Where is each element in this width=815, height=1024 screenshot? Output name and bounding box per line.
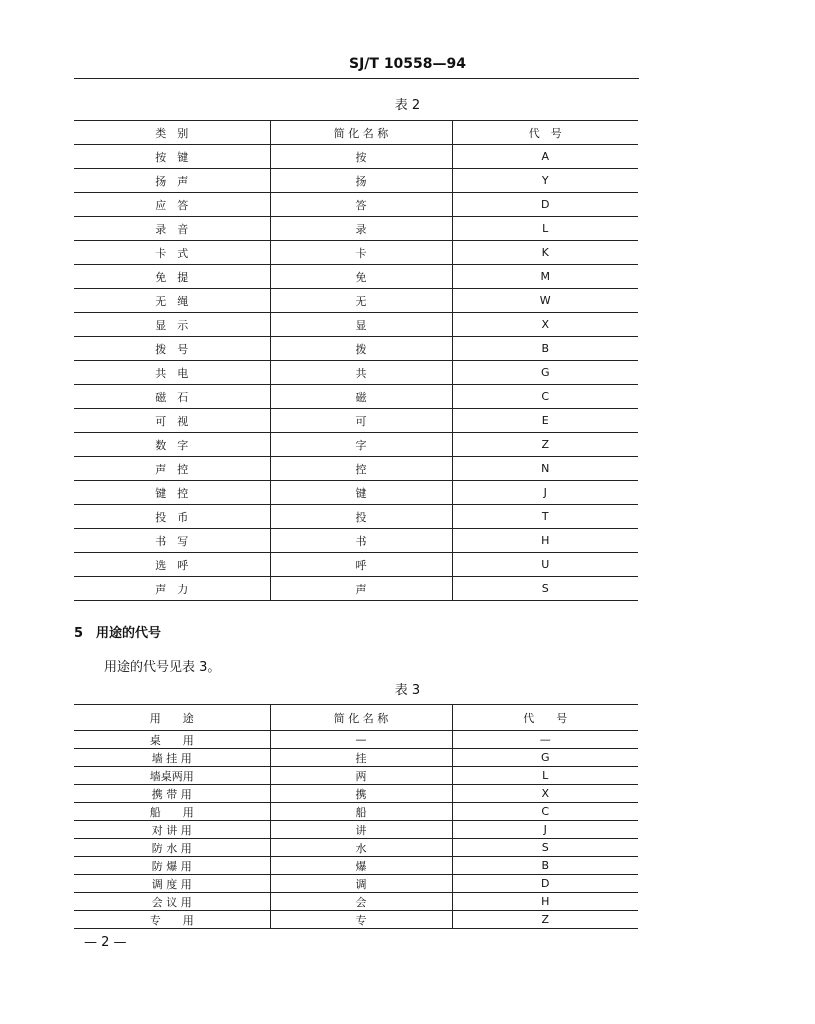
table-cell: 投 [270, 505, 452, 529]
table-cell: 应 答 [74, 193, 270, 217]
table-row [74, 749, 638, 767]
table-row [74, 385, 638, 409]
table-cell: 录 [270, 217, 452, 241]
table-row [74, 457, 638, 481]
table-cell: 可 视 [74, 409, 270, 433]
table-cell: 显 [270, 313, 452, 337]
table-row [74, 193, 638, 217]
table-cell: 书 写 [74, 529, 270, 553]
table-cell: S [452, 577, 638, 601]
table-row [74, 409, 638, 433]
table-cell: 无 [270, 289, 452, 313]
table-cell: 墙 挂 用 [74, 749, 270, 767]
table-row [74, 337, 638, 361]
table3-caption: 表 3 [394, 683, 421, 698]
table2-header-cell: 简 化 名 称 [270, 121, 452, 145]
table-row [74, 217, 638, 241]
table3-header-cell: 用 途 [74, 705, 270, 731]
table-cell: C [452, 803, 638, 821]
table-cell: 卡 式 [74, 241, 270, 265]
table-row [74, 169, 638, 193]
table-row [74, 313, 638, 337]
table2-header-row [74, 121, 638, 145]
table-cell: H [452, 893, 638, 911]
table-cell: 卡 [270, 241, 452, 265]
table-cell: 船 [270, 803, 452, 821]
table-row [74, 857, 638, 875]
table-cell: 磁 石 [74, 385, 270, 409]
table-cell: 按 [270, 145, 452, 169]
table-cell: D [452, 193, 638, 217]
table2-header-cell: 代 号 [452, 121, 638, 145]
table-row [74, 767, 638, 785]
table-cell: 控 [270, 457, 452, 481]
table-cell: G [452, 361, 638, 385]
table-cell: 数 字 [74, 433, 270, 457]
table-cell: W [452, 289, 638, 313]
table-cell: C [452, 385, 638, 409]
table-cell: Z [452, 911, 638, 929]
table-cell: 免 提 [74, 265, 270, 289]
table-cell: 可 [270, 409, 452, 433]
table-cell: 专 [270, 911, 452, 929]
table-cell: 调 [270, 875, 452, 893]
table-cell: 专 用 [74, 911, 270, 929]
table-cell: 书 [270, 529, 452, 553]
table3-header-row [74, 705, 638, 731]
table-cell: S [452, 839, 638, 857]
table-cell: 呼 [270, 553, 452, 577]
table-cell: 扬 [270, 169, 452, 193]
table-cell: 携 [270, 785, 452, 803]
table-cell: L [452, 217, 638, 241]
table-cell: 两 [270, 767, 452, 785]
table-row [74, 361, 638, 385]
table-cell: B [452, 337, 638, 361]
table-cell: 携 带 用 [74, 785, 270, 803]
table-cell: 水 [270, 839, 452, 857]
table-row [74, 433, 638, 457]
table-cell: 按 键 [74, 145, 270, 169]
table-cell: E [452, 409, 638, 433]
table2-caption: 表 2 [394, 98, 421, 113]
table-cell: L [452, 767, 638, 785]
table3 [74, 704, 638, 929]
table-row [74, 803, 638, 821]
table-cell: J [452, 821, 638, 839]
table-cell: 防 爆 用 [74, 857, 270, 875]
page-number: — 2 — [84, 935, 127, 950]
table-cell: 扬 声 [74, 169, 270, 193]
table-cell: 对 讲 用 [74, 821, 270, 839]
table-cell: 拨 [270, 337, 452, 361]
table-row [74, 241, 638, 265]
table-cell: J [452, 481, 638, 505]
table-cell: 共 [270, 361, 452, 385]
table-cell: N [452, 457, 638, 481]
table-cell: — [452, 731, 638, 749]
table-cell: 会 [270, 893, 452, 911]
table-cell: 船 用 [74, 803, 270, 821]
table2-header-cell: 类 别 [74, 121, 270, 145]
table-cell: U [452, 553, 638, 577]
table-row [74, 577, 638, 601]
table-cell: 显 示 [74, 313, 270, 337]
table-cell: 挂 [270, 749, 452, 767]
table-cell: A [452, 145, 638, 169]
table-cell: 免 [270, 265, 452, 289]
table-row [74, 553, 638, 577]
table-cell: 会 议 用 [74, 893, 270, 911]
table2 [74, 120, 638, 601]
section-title: 5 用途的代号 [74, 626, 162, 641]
table-cell: X [452, 785, 638, 803]
table-row [74, 785, 638, 803]
table-cell: K [452, 241, 638, 265]
table3-header-cell: 简 化 名 称 [270, 705, 452, 731]
table-row [74, 529, 638, 553]
table-cell: 声 控 [74, 457, 270, 481]
table-cell: 声 [270, 577, 452, 601]
table-row [74, 289, 638, 313]
table-cell: B [452, 857, 638, 875]
table-cell: 桌 用 [74, 731, 270, 749]
table3-body [74, 731, 638, 929]
table-cell: 爆 [270, 857, 452, 875]
table-cell: 磁 [270, 385, 452, 409]
table-cell: 墙桌两用 [74, 767, 270, 785]
table-cell: 无 绳 [74, 289, 270, 313]
table-cell: 声 力 [74, 577, 270, 601]
table-cell: 字 [270, 433, 452, 457]
table-row [74, 145, 638, 169]
table-row [74, 875, 638, 893]
table-cell: G [452, 749, 638, 767]
table-cell: Z [452, 433, 638, 457]
table-cell: 拨 号 [74, 337, 270, 361]
table-cell: 讲 [270, 821, 452, 839]
table-row [74, 839, 638, 857]
table-cell: 防 水 用 [74, 839, 270, 857]
table-cell: 调 度 用 [74, 875, 270, 893]
table3-header-cell: 代 号 [452, 705, 638, 731]
table-cell: 答 [270, 193, 452, 217]
table-cell: 选 呼 [74, 553, 270, 577]
table-cell: X [452, 313, 638, 337]
section-paragraph: 用途的代号见表 3。 [104, 660, 221, 675]
table-cell: T [452, 505, 638, 529]
table2-body [74, 145, 638, 601]
table-row [74, 505, 638, 529]
table-cell: 录 音 [74, 217, 270, 241]
table-cell: 键 控 [74, 481, 270, 505]
table-cell: Y [452, 169, 638, 193]
table-cell: 键 [270, 481, 452, 505]
table-cell: 共 电 [74, 361, 270, 385]
table-row [74, 893, 638, 911]
table-cell: H [452, 529, 638, 553]
table-row [74, 731, 638, 749]
table-row [74, 821, 638, 839]
table-cell: M [452, 265, 638, 289]
header-rule [74, 78, 639, 79]
table-cell: — [270, 731, 452, 749]
document-header: SJ/T 10558—94 [348, 56, 467, 72]
table-cell: D [452, 875, 638, 893]
table-row [74, 265, 638, 289]
table-cell: 投 币 [74, 505, 270, 529]
table-row [74, 481, 638, 505]
table-row [74, 911, 638, 929]
